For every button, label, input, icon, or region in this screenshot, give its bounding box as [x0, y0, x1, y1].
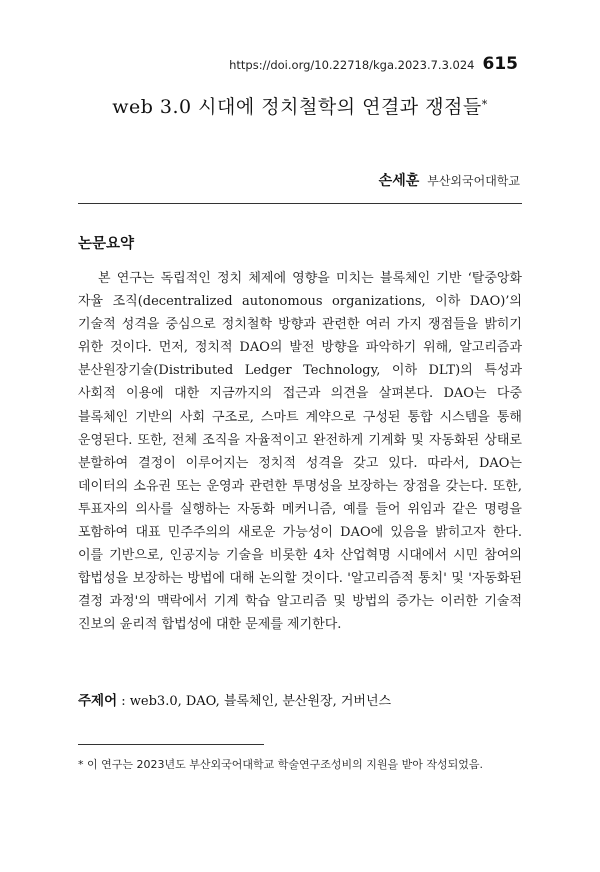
author-name: 손세훈	[378, 173, 420, 189]
header-divider	[78, 203, 522, 204]
keywords-label: 주제어	[78, 693, 118, 709]
author-affiliation: 부산외국어대학교	[427, 174, 520, 188]
abstract-heading: 논문요약	[78, 236, 135, 252]
footnote-text: 이 연구는 2023년도 부산외국어대학교 학술연구조성비의 지원을 받아 작성되었음.	[87, 758, 483, 771]
page-header	[229, 54, 518, 74]
footnote-divider	[78, 744, 264, 745]
keywords-separator: :	[117, 694, 130, 709]
footnote-mark: *	[78, 758, 84, 771]
keywords-line	[78, 689, 522, 709]
footnote	[78, 756, 528, 772]
paper-title-text: web 3.0 시대에 정치철학의 연결과 쟁점들	[112, 96, 482, 118]
abstract-body: 본 연구는 독립적인 정치 체제에 영향을 미치는 블록체인 기반 ‘탈중앙화 자율 조직(decentralized autonomous organizations, 이하 DAO)’의 기술적 성격을 중심으로 정치철학 방향과 관련한 여러 가지 쟁점들을 밝히기 위한 것이다. 먼저, 정치적 DAO의 발전 방향을 파악하기 위해, 알고리즘과 분산원장기술(Distributed Ledger Technology, 이하 DLT)의 특성과 사회적 이용에 대한 지금까지의 접근과 의견을 살펴본다. DAO는 다중 블록체인 기반의 사회 구조로, 스마트 계약으로 구성된 통합 시스템을 통해 운영된다. 또한, 전체 조직을 자율적이고 완전하게 기계화 및 자동화된 상태로 분할하여 결정이 이루어지는 정치적 성격을 갖고 있다. 따라서, DAO는 데이터의 소유권 또는 운영과 관련한 투명성을 보장하는 장점을 갖는다. 또한, 투표자의 의사를 실행하는 자동화 메커니즘, 예를 들어 위임과 같은 명령을 포함하여 대표 민주주의의 새로운 가능성이 DAO에 있음을 밝히고자 한다. 이를 기반으로, 인공지능 기술을 비롯한 4차 산업혁명 시대에서 시민 참여의 합법성을 보장하는 방법에 대해 논의할 것이다. '알고리즘적 통치' 및 '자동화된 결정 과정'의 맥락에서 기계 학습 알고리즘 및 방법의 증가는 이러한 기술적 진보의 윤리적 합법성에 대한 문제를 제기한다.	[78, 271, 522, 633]
paper-title	[0, 92, 600, 119]
keywords-list: web3.0, DAO, 블록체인, 분산원장, 거버넌스	[129, 694, 392, 709]
page-number: 615	[482, 54, 518, 74]
title-footnote-mark: *	[481, 97, 488, 111]
author-line	[379, 170, 520, 190]
doi-link[interactable]: https://doi.org/10.22718/kga.2023.7.3.024	[229, 58, 475, 72]
